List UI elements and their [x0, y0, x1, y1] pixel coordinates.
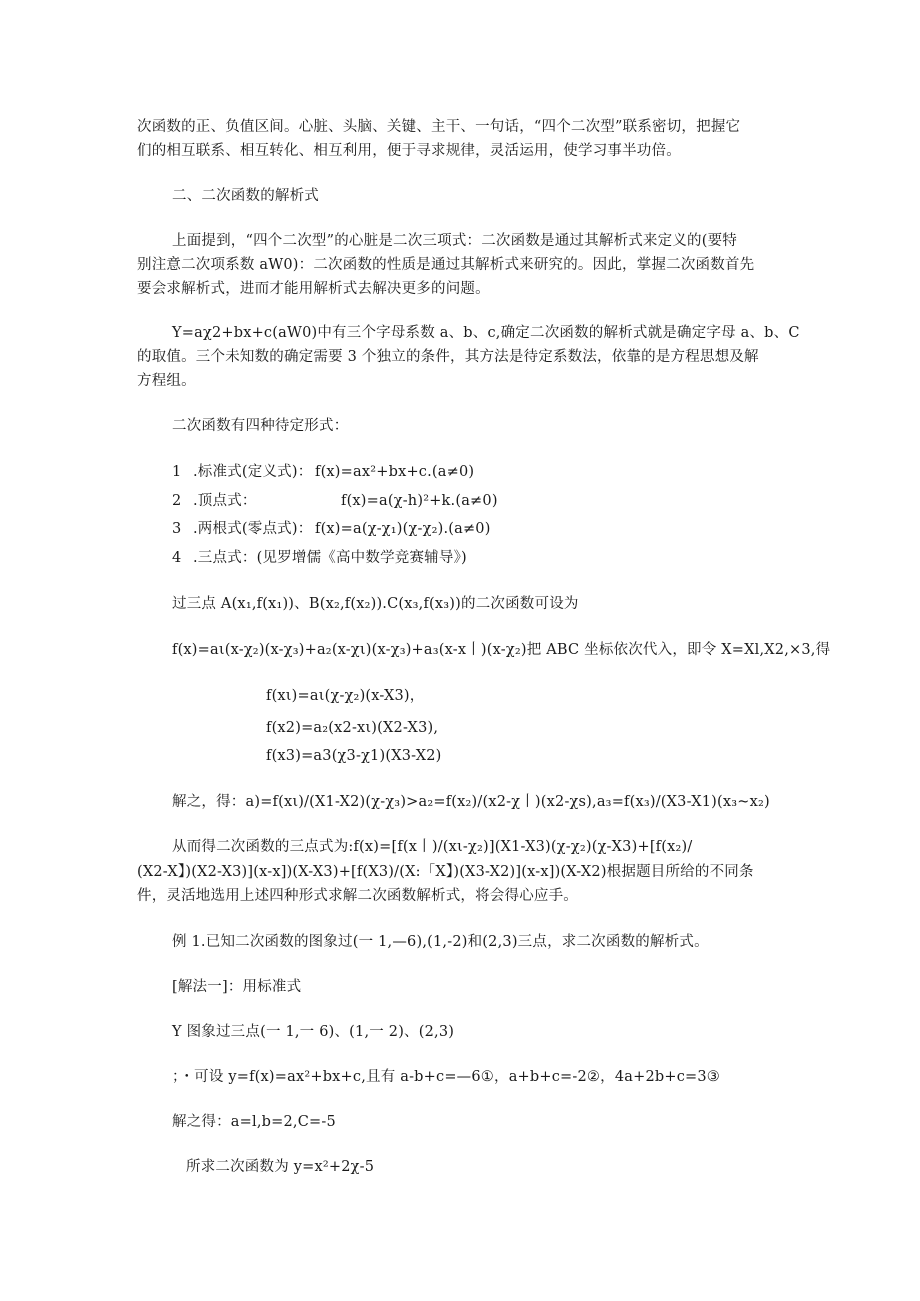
para1-line-3: 要会求解析式，进而才能用解析式去解决更多的问题。	[137, 281, 490, 297]
form-3-label: .两根式(零点式)：	[193, 521, 313, 537]
example-title: 例 1.已知二次函数的图象过(一 1,—6),(1,-2)和(2,3)三点，求二次函数的解析式。	[172, 934, 709, 950]
step-2: ；・可设 y=f(x)=ax²+bx+c,且有 a-b+c=—6①，a+b+c=-2②，4a+2b+c=3③	[172, 1069, 721, 1085]
form-4-num: 4	[172, 550, 182, 566]
solution-line: 解之，得：a)=f(xι)/(X1-X2)(χ-χ₃)>a₂=f(x₂)/(x2-χ丨)(x2-χs),a₃=f(x₃)/(X3-X1)(x₃~x₂)	[172, 794, 770, 810]
form-2-expr: f(x)=a(χ-h)²+k.(a≠0)	[341, 493, 498, 509]
intro-line-2: 们的相互联系、相互转化、相互利用，便于寻求规律，灵活运用，使学习事半功倍。	[137, 143, 681, 159]
equation-2: f(x2)=a₂(x2-xι)(X2-X3),	[266, 720, 439, 736]
para2-line-2: 的取值。三个未知数的确定需要 3 个独立的条件，其方法是待定系数法，依靠的是方程思想及解	[137, 349, 759, 365]
result-line-2: (X2-X】)(X2-X3)](x-x])(X-X3)+[f(X3)/(X:「X】)(X3-X2)](x-x])(X-X2)根据题目所给的不同条	[137, 864, 754, 880]
result-line-3: 件，灵活地选用上述四种形式求解二次函数解析式，将会得心应手。	[137, 888, 578, 904]
form-1-expr: f(x)=ax²+bx+c.(a≠0)	[315, 464, 475, 480]
form-3-num: 3	[172, 521, 182, 537]
para1-line-2: 别注意二次项系数 aW0)：二次函数的性质是通过其解析式来研究的。因此，掌握二次函数首先	[137, 257, 755, 273]
form-2-num: 2	[172, 493, 182, 509]
section-heading: 二、二次函数的解析式	[172, 188, 319, 204]
step-4: 所求二次函数为 y=x²+2χ-5	[186, 1159, 375, 1175]
method-title: [解法一]：用标准式	[172, 979, 302, 995]
step-1: Y 图象过三点(一 1,一 6)、(1,一 2)、(2,3)	[172, 1024, 455, 1040]
form-4-label: .三点式：(见罗增儒《高中数学竞赛辅导》)	[193, 550, 467, 566]
para2-line-1: Y=aχ2+bx+c(aW0)中有三个字母系数 a、b、c,确定二次函数的解析式就是确定字母 a、b、C	[172, 325, 800, 341]
result-line-1: 从而得二次函数的三点式为:f(x)=[f(x丨)/(xι-χ₂)](X1-X3)(χ-χ₂)(χ-X3)+[f(x₂)/	[172, 839, 693, 855]
forms-intro: 二次函数有四种待定形式：	[172, 418, 349, 434]
para2-line-3: 方程组。	[137, 373, 196, 389]
intro-line-1: 次函数的正、负值区间。心脏、头脑、关键、主干、一句话，“四个二次型”联系密切，把握它	[137, 119, 741, 135]
form-2-label: .顶点式：	[193, 493, 257, 509]
three-points-formula: f(x)=aι(x-χ₂)(x-χ₃)+a₂(x-χι)(x-χ₃)+a₃(x-x丨)(x-χ₂)把 ABC 坐标依次代入，即令 X=Xl,X2,×3,得	[172, 642, 831, 658]
form-3-expr: f(x)=a(χ-χ₁)(χ-χ₂).(a≠0)	[315, 521, 491, 537]
equation-3: f(x3)=a3(χ3-χ1)(X3-X2)	[266, 748, 442, 764]
form-1-num: 1	[172, 464, 182, 480]
form-1-label: .标准式(定义式)：	[193, 464, 313, 480]
equation-1: f(xι)=aι(χ-χ₂)(x-X3)，	[266, 688, 425, 704]
para1-line-1: 上面提到，“四个二次型”的心脏是二次三项式：二次函数是通过其解析式来定义的(要特	[172, 233, 737, 249]
step-3: 解之得：a=l,b=2,C=-5	[172, 1114, 336, 1130]
three-points-intro: 过三点 A(x₁,f(x₁))、B(x₂,f(x₂)).C(x₃,f(x₃))的二次函数可设为	[172, 596, 579, 612]
